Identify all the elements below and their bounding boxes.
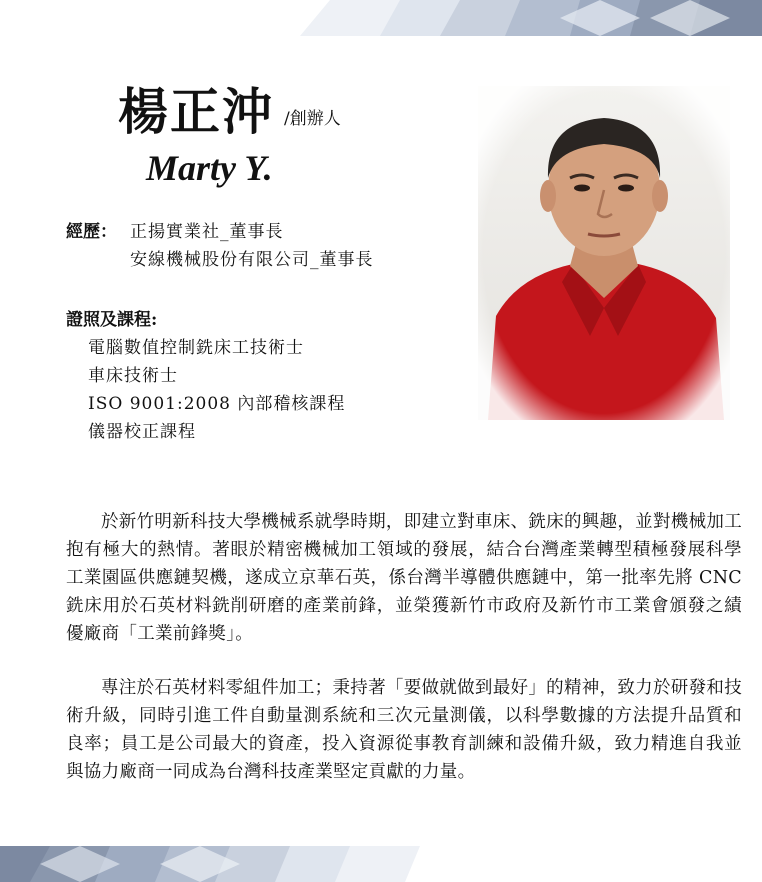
certification-item: 電腦數值控制銑床工技術士 bbox=[88, 338, 304, 358]
experience-item: 安線機械股份有限公司_董事長 bbox=[130, 250, 374, 270]
top-decorative-banner bbox=[0, 0, 762, 36]
certification-item: 儀器校正課程 bbox=[88, 422, 196, 442]
certification-item: ISO 9001:2008 內部稽核課程 bbox=[88, 394, 346, 414]
bio-paragraph: 專注於石英材料零組件加工；秉持著「要做就做到最好」的精神，致力於研發和技術升級，同時引進工件自動量測系統和三次元量測儀，以科學數據的方法提升品質和良率；員工是公司最大的資產，投入資源從事教育訓練和設備升級，致力精進自我並與協力廠商一同成為台灣科技產業堅定貢獻的力量。 bbox=[66, 678, 742, 782]
experience-label: 經歷： bbox=[66, 222, 117, 242]
founder-role: /創辦人 bbox=[284, 109, 341, 129]
founder-portrait-photo bbox=[478, 86, 730, 420]
founder-name-chinese: 楊正沖 bbox=[118, 82, 274, 141]
bio-paragraph: 於新竹明新科技大學機械系就學時期，即建立對車床、銑床的興趣，並對機械加工抱有極大的熱情。著眼於精密機械加工領域的發展，結合台灣產業轉型積極發展科學工業園區供應鏈契機，遂成立京華石英，係台灣半導體供應鏈中，第一批率先將 CNC 銑床用於石英材料銑削研磨的產業前鋒，並榮獲新竹市政府及新竹市工業會頒發之績優廠商「工業前鋒獎」。 bbox=[66, 512, 742, 644]
certifications-label: 證照及課程: bbox=[66, 310, 158, 330]
certification-item: 車床技術士 bbox=[88, 366, 178, 386]
founder-name-english: Marty Y. bbox=[146, 148, 273, 188]
bottom-decorative-banner bbox=[0, 846, 762, 882]
experience-item: 正揚實業社_董事長 bbox=[130, 222, 284, 242]
